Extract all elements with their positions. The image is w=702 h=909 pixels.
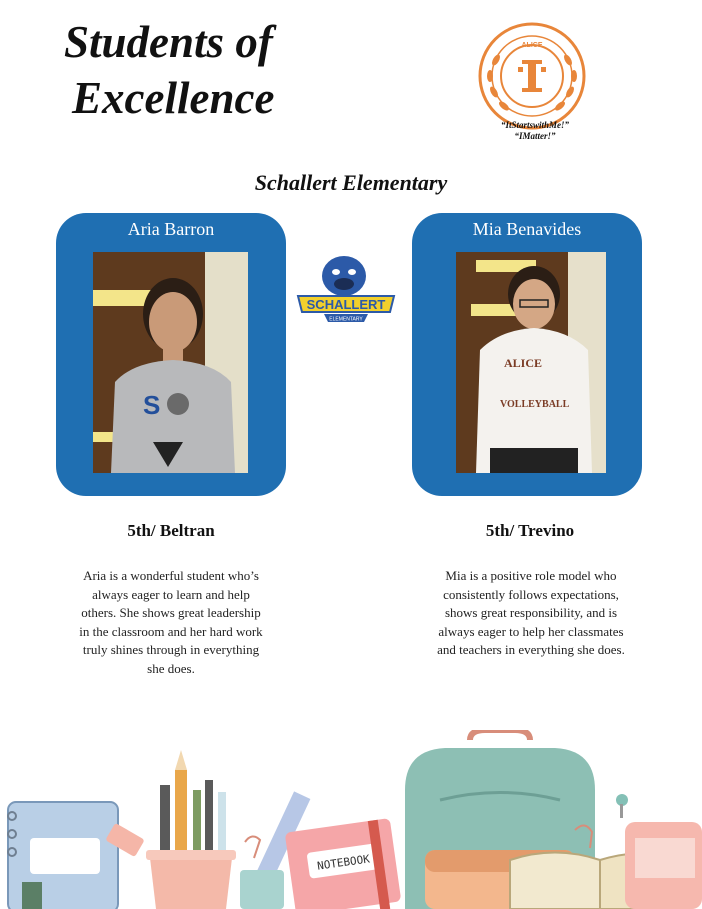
- title-line-1: Students of: [64, 17, 273, 67]
- schallert-bulldog-logo: [296, 252, 396, 326]
- svg-text:ALICE: ALICE: [504, 356, 543, 370]
- svg-text:NOTEBOOK: NOTEBOOK: [316, 852, 371, 873]
- title-line-2: Excellence: [72, 73, 275, 123]
- student-photo-aria: [93, 252, 248, 473]
- slogan-line-2: “IMatter!”: [514, 131, 556, 141]
- school-supplies-illustration: [0, 730, 702, 909]
- student-grade-aria: 5th/ Beltran: [127, 521, 215, 540]
- svg-text:ELEMENTARY: ELEMENTARY: [329, 316, 363, 323]
- student-description-mia: Mia is a positive role model who consistently follows expectations, shows great responsibility, and is always eager to help her classmates and teachers in everything she does.: [437, 568, 625, 657]
- district-seal-logo: [476, 20, 588, 132]
- student-photo-mia: [456, 252, 606, 473]
- svg-text:SCHALLERT: SCHALLERT: [306, 297, 386, 312]
- student-description-aria: Aria is a wonderful student who’s always eager to learn and help others. She shows great leadership in the classroom and her hard work truly shines through in everything she does.: [79, 568, 263, 676]
- school-name: Schallert Elementary: [254, 170, 448, 195]
- svg-text:VOLLEYBALL: VOLLEYBALL: [500, 399, 570, 410]
- svg-text:S: S: [143, 390, 161, 420]
- student-name: Aria Barron: [127, 219, 215, 239]
- student-card-mia: [412, 213, 642, 496]
- student-name: Mia Benavides: [472, 219, 582, 239]
- student-card-aria: [56, 213, 286, 496]
- student-grade-mia: 5th/ Trevino: [485, 521, 575, 540]
- district-slogan: [470, 120, 600, 142]
- page-title: [64, 14, 384, 126]
- slogan-line-1: “ItStartswithMe!”: [500, 120, 570, 130]
- svg-text:ALICE: ALICE: [521, 42, 543, 49]
